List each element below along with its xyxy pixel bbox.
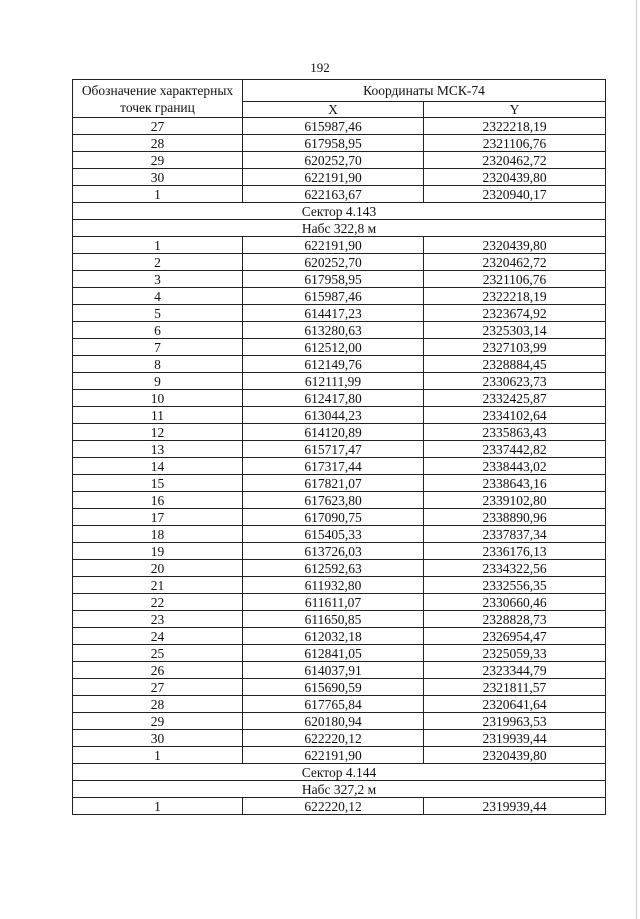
x-cell: 622220,12 <box>243 798 424 815</box>
point-cell: 29 <box>73 152 243 169</box>
y-cell: 2338890,96 <box>424 509 606 526</box>
x-cell: 615717,47 <box>243 441 424 458</box>
section-row <box>73 203 606 220</box>
table-row <box>73 441 606 458</box>
table-row <box>73 118 606 135</box>
y-cell: 2338443,02 <box>424 458 606 475</box>
x-cell: 611650,85 <box>243 611 424 628</box>
y-cell: 2320439,80 <box>424 747 606 764</box>
y-cell: 2321106,76 <box>424 271 606 288</box>
x-cell: 617821,07 <box>243 475 424 492</box>
coordinates-table <box>72 79 606 815</box>
point-cell: 30 <box>73 730 243 747</box>
point-cell: 12 <box>73 424 243 441</box>
point-cell: 16 <box>73 492 243 509</box>
point-cell: 1 <box>73 798 243 815</box>
point-cell: 19 <box>73 543 243 560</box>
table-row <box>73 730 606 747</box>
y-cell: 2332556,35 <box>424 577 606 594</box>
x-cell: 611611,07 <box>243 594 424 611</box>
table-row <box>73 356 606 373</box>
point-cell: 20 <box>73 560 243 577</box>
table-row <box>73 271 606 288</box>
x-cell: 617958,95 <box>243 271 424 288</box>
y-cell: 2319939,44 <box>424 798 606 815</box>
x-cell: 612592,63 <box>243 560 424 577</box>
x-cell: 617090,75 <box>243 509 424 526</box>
x-cell: 622220,12 <box>243 730 424 747</box>
point-cell: 15 <box>73 475 243 492</box>
x-cell: 614037,91 <box>243 662 424 679</box>
point-cell: 22 <box>73 594 243 611</box>
point-cell: 25 <box>73 645 243 662</box>
x-cell: 614120,89 <box>243 424 424 441</box>
table-row <box>73 611 606 628</box>
y-cell: 2319963,53 <box>424 713 606 730</box>
y-cell: 2335863,43 <box>424 424 606 441</box>
point-cell: 27 <box>73 118 243 135</box>
point-cell: 1 <box>73 186 243 203</box>
x-cell: 612032,18 <box>243 628 424 645</box>
point-cell: 3 <box>73 271 243 288</box>
y-cell: 2322218,19 <box>424 288 606 305</box>
x-cell: 617317,44 <box>243 458 424 475</box>
x-cell: 612111,99 <box>243 373 424 390</box>
header-point-designation: Обозначение характерных точек границ <box>73 80 243 118</box>
section-row <box>73 764 606 781</box>
section-row <box>73 781 606 798</box>
x-cell: 613044,23 <box>243 407 424 424</box>
x-cell: 617765,84 <box>243 696 424 713</box>
table-row <box>73 288 606 305</box>
table-row <box>73 560 606 577</box>
y-cell: 2328828,73 <box>424 611 606 628</box>
section-label: Набс 322,8 м <box>73 220 606 237</box>
section-label: Сектор 4.144 <box>73 764 606 781</box>
table-row <box>73 169 606 186</box>
y-cell: 2339102,80 <box>424 492 606 509</box>
x-cell: 622163,67 <box>243 186 424 203</box>
y-cell: 2336176,13 <box>424 543 606 560</box>
table-row <box>73 305 606 322</box>
point-cell: 6 <box>73 322 243 339</box>
table-row <box>73 543 606 560</box>
point-cell: 14 <box>73 458 243 475</box>
table-row <box>73 458 606 475</box>
table-row <box>73 237 606 254</box>
x-cell: 622191,90 <box>243 747 424 764</box>
point-cell: 1 <box>73 237 243 254</box>
x-cell: 620252,70 <box>243 254 424 271</box>
point-cell: 27 <box>73 679 243 696</box>
y-cell: 2323344,79 <box>424 662 606 679</box>
y-cell: 2320641,64 <box>424 696 606 713</box>
y-cell: 2320439,80 <box>424 237 606 254</box>
point-cell: 18 <box>73 526 243 543</box>
table-row <box>73 390 606 407</box>
x-cell: 615987,46 <box>243 118 424 135</box>
point-cell: 11 <box>73 407 243 424</box>
point-cell: 23 <box>73 611 243 628</box>
point-cell: 28 <box>73 135 243 152</box>
x-cell: 615987,46 <box>243 288 424 305</box>
table-row <box>73 135 606 152</box>
x-cell: 620180,94 <box>243 713 424 730</box>
y-cell: 2323674,92 <box>424 305 606 322</box>
y-cell: 2321106,76 <box>424 135 606 152</box>
header-y: Y <box>424 102 606 118</box>
table-row <box>73 509 606 526</box>
section-label: Набс 327,2 м <box>73 781 606 798</box>
table-row <box>73 339 606 356</box>
x-cell: 617958,95 <box>243 135 424 152</box>
table-row <box>73 424 606 441</box>
header-coordinates-group: Координаты МСК-74 <box>243 80 606 102</box>
header-x: X <box>243 102 424 118</box>
y-cell: 2321811,57 <box>424 679 606 696</box>
y-cell: 2337442,82 <box>424 441 606 458</box>
point-cell: 10 <box>73 390 243 407</box>
section-row <box>73 220 606 237</box>
table-row <box>73 662 606 679</box>
y-cell: 2330623,73 <box>424 373 606 390</box>
table-row <box>73 747 606 764</box>
point-cell: 5 <box>73 305 243 322</box>
y-cell: 2319939,44 <box>424 730 606 747</box>
x-cell: 615690,59 <box>243 679 424 696</box>
table-row <box>73 373 606 390</box>
point-cell: 29 <box>73 713 243 730</box>
y-cell: 2325303,14 <box>424 322 606 339</box>
table-row <box>73 645 606 662</box>
section-label: Сектор 4.143 <box>73 203 606 220</box>
table-row <box>73 322 606 339</box>
point-cell: 17 <box>73 509 243 526</box>
table-row <box>73 594 606 611</box>
y-cell: 2337837,34 <box>424 526 606 543</box>
table-row <box>73 798 606 815</box>
table-row <box>73 152 606 169</box>
table-header <box>73 80 606 118</box>
x-cell: 613280,63 <box>243 322 424 339</box>
point-cell: 21 <box>73 577 243 594</box>
y-cell: 2320462,72 <box>424 152 606 169</box>
point-cell: 9 <box>73 373 243 390</box>
point-cell: 26 <box>73 662 243 679</box>
table-row <box>73 186 606 203</box>
table-row <box>73 407 606 424</box>
y-cell: 2334322,56 <box>424 560 606 577</box>
point-cell: 4 <box>73 288 243 305</box>
x-cell: 612841,05 <box>243 645 424 662</box>
point-cell: 28 <box>73 696 243 713</box>
table-row <box>73 254 606 271</box>
x-cell: 612512,00 <box>243 339 424 356</box>
x-cell: 622191,90 <box>243 169 424 186</box>
page-number: 192 <box>310 60 330 75</box>
x-cell: 613726,03 <box>243 543 424 560</box>
y-cell: 2320462,72 <box>424 254 606 271</box>
x-cell: 611932,80 <box>243 577 424 594</box>
y-cell: 2332425,87 <box>424 390 606 407</box>
y-cell: 2326954,47 <box>424 628 606 645</box>
point-cell: 2 <box>73 254 243 271</box>
point-cell: 30 <box>73 169 243 186</box>
y-cell: 2322218,19 <box>424 118 606 135</box>
point-cell: 13 <box>73 441 243 458</box>
y-cell: 2334102,64 <box>424 407 606 424</box>
y-cell: 2338643,16 <box>424 475 606 492</box>
x-cell: 614417,23 <box>243 305 424 322</box>
table-body <box>73 118 606 815</box>
table-row <box>73 492 606 509</box>
x-cell: 612417,80 <box>243 390 424 407</box>
table-row <box>73 713 606 730</box>
point-cell: 1 <box>73 747 243 764</box>
point-cell: 7 <box>73 339 243 356</box>
y-cell: 2320439,80 <box>424 169 606 186</box>
x-cell: 617623,80 <box>243 492 424 509</box>
table-row <box>73 577 606 594</box>
x-cell: 620252,70 <box>243 152 424 169</box>
table-row <box>73 628 606 645</box>
point-cell: 8 <box>73 356 243 373</box>
y-cell: 2325059,33 <box>424 645 606 662</box>
y-cell: 2327103,99 <box>424 339 606 356</box>
table-row <box>73 679 606 696</box>
x-cell: 622191,90 <box>243 237 424 254</box>
table-row <box>73 526 606 543</box>
page-edge-line <box>636 0 637 919</box>
point-cell: 24 <box>73 628 243 645</box>
y-cell: 2330660,46 <box>424 594 606 611</box>
table-row <box>73 696 606 713</box>
table-row <box>73 475 606 492</box>
x-cell: 612149,76 <box>243 356 424 373</box>
y-cell: 2328884,45 <box>424 356 606 373</box>
y-cell: 2320940,17 <box>424 186 606 203</box>
x-cell: 615405,33 <box>243 526 424 543</box>
